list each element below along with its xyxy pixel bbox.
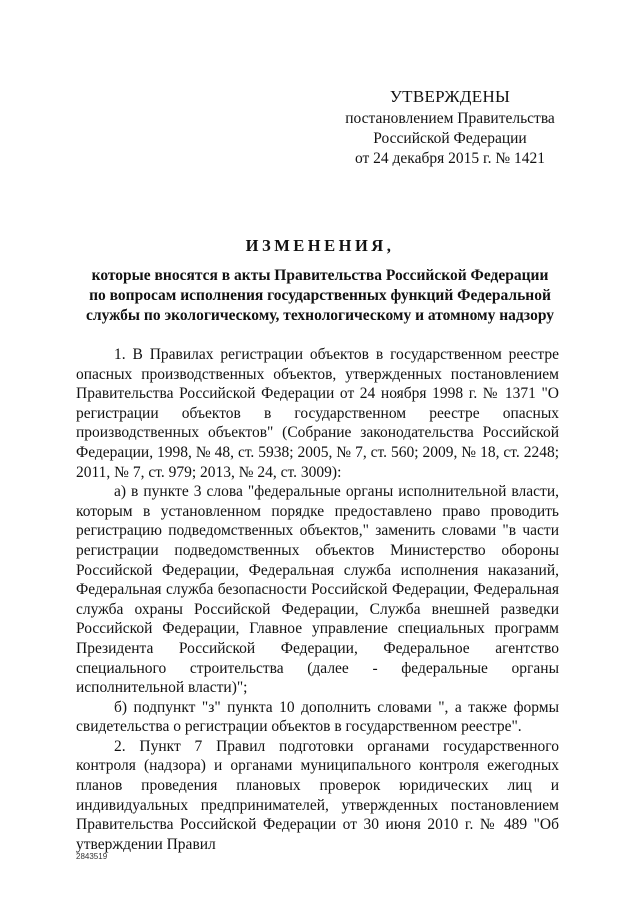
paragraph-1a: а) в пункте 3 слова "федеральные органы исполнительной власти, которым в установленном порядке предоставлено право проводить регистрацию подведомственных объектов," заменить словами "в части регистрации подведомственных объектов Министерство обороны Российской Федерации, Федеральная служба исполнения наказаний, Федеральная служба безопасности Российской Федерации, Федеральная служба охраны Российской Федерации, Служба внешней разведки Российской Федерации, Главное управление специальных программ Президента Российской Федерации, Федеральное агентство специального строительства (далее - федеральные органы исполнительной власти)"; (76, 483, 559, 697)
document-subtitle (60, 266, 580, 326)
approval-line-2: Российской Федерации (373, 130, 527, 147)
approval-line-1: постановлением Правительства (345, 110, 555, 127)
subtitle-line-3: службы по экологическому, технологическому и атомному надзору (86, 307, 554, 324)
document-number: 2843519 (76, 852, 108, 861)
paragraph-1: 1. В Правилах регистрации объектов в государственном реестре опасных производственных объектов, утвержденных постановлением Правительства Российской Федерации от 24 ноября 1998 г. № 1371 "О регистрации объектов в государственном реестре опасных производственных объектов" (Собрание законодательства Российской Федерации, 1998, № 48, ст. 5938; 2005, № 7, ст. 560; 2009, № 18, ст. 2248; 2011, № 7, ст. 979; 2013, № 24, ст. 3009): (76, 346, 559, 481)
subtitle-line-1: которые вносятся в акты Правительства Российской Федерации (91, 267, 549, 284)
document-body (76, 345, 559, 854)
paragraph-2: 2. Пункт 7 Правил подготовки органами государственного контроля (надзора) и органами муниципального контроля ежегодных планов проведения плановых проверок юридических лиц и индивидуальных предпринимателей, утвержденных постановлением Правительства Российской Федерации от 30 июня 2010 г. № 489 "Об утверждении Правил (76, 737, 559, 853)
document-title: ИЗМЕНЕНИЯ, (245, 236, 395, 255)
approval-date-number: от 24 декабря 2015 г. № 1421 (354, 150, 546, 167)
paragraph-1b: б) подпункт "з" пункта 10 дополнить словами ", а также формы свидетельства о регистрации объектов в государственном реестре". (76, 698, 559, 736)
approval-heading: УТВЕРЖДЕНЫ (389, 87, 511, 106)
subtitle-line-2: по вопросам исполнения государственных функций Федеральной (89, 287, 551, 304)
approval-block (330, 87, 570, 169)
document-heading (60, 236, 580, 326)
